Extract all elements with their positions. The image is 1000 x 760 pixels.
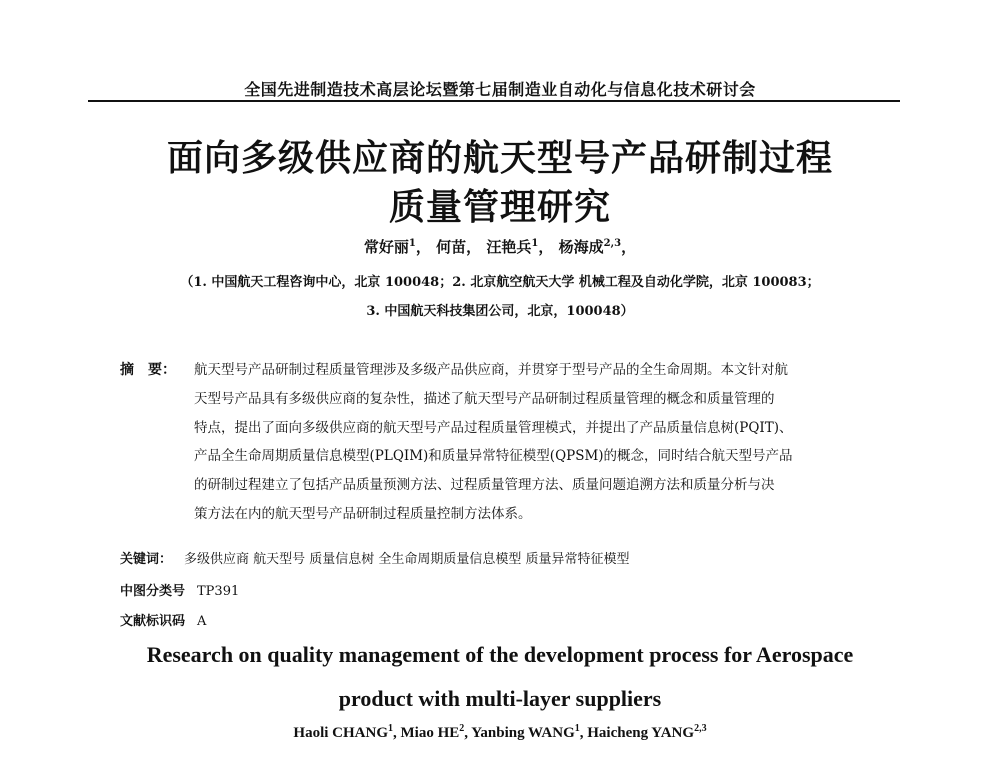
authors-cn xyxy=(0,236,1000,257)
affiliation-line-2: 3. 中国航天科技集团公司，北京，100048） xyxy=(366,304,634,319)
author-cn: 何苗， xyxy=(436,238,482,256)
author-cn: 常好丽$^1$， xyxy=(363,238,431,256)
abstract-line: 产品全生命周期质量信息模型(PLQIM)和质量异常特征模型(QPSM)的概念，同时结合航天型号产品 xyxy=(194,448,793,465)
abstract-body xyxy=(194,356,874,529)
keywords-value: 多级供应商 航天型号 质量信息树 全生命周期质量信息模型 质量异常特征模型 xyxy=(184,552,630,567)
abstract-line: 的研制过程建立了包括产品质量预测方法、过程质量管理方法、质量问题追溯方法和质量分析与决 xyxy=(194,477,775,494)
header-rule xyxy=(88,100,900,102)
abstract-label: 摘 要： xyxy=(120,362,176,378)
title-cn-line-1: 面向多级供应商的航天型号产品研制过程 xyxy=(166,137,833,179)
clc-row xyxy=(120,580,239,599)
doc-code-value: A xyxy=(197,614,207,629)
keywords-label: 关键词： xyxy=(120,552,173,567)
authors-en xyxy=(0,723,1000,742)
affiliation-line-1: （1. 中国航天工程咨询中心，北京 100048；2. 北京航空航天大学 机械工程及自动化学院，北京 100083； xyxy=(180,275,820,290)
doc-code-row xyxy=(120,610,206,629)
title-en-line-2: product with multi-layer suppliers xyxy=(338,686,662,711)
author-cn: 杨海成$^{2,3}$， xyxy=(558,238,637,256)
title-en-line-1: Research on quality management of the development process for Aerospace xyxy=(146,642,854,667)
clc-value: TP391 xyxy=(197,584,240,599)
abstract-line: 天型号产品具有多级供应商的复杂性，描述了航天型号产品研制过程质量管理的概念和质量管理的 xyxy=(194,390,775,407)
running-header: 全国先进制造技术高层论坛暨第七届制造业自动化与信息化技术研讨会 xyxy=(244,80,756,99)
keywords-row xyxy=(120,548,630,567)
author-cn: 汪艳兵$^1$， xyxy=(486,238,554,256)
abstract-line: 策方法在内的航天型号产品研制过程质量控制方法体系。 xyxy=(194,505,532,522)
doc-code-label: 文献标识码 xyxy=(120,614,186,629)
title-cn-line-2: 质量管理研究 xyxy=(388,186,611,228)
abstract-line: 特点，提出了面向多级供应商的航天型号产品过程质量管理模式，并提出了产品质量信息树(PQIT)、 xyxy=(194,419,793,436)
author-en: Haicheng YANG$^{2,3}$ xyxy=(587,723,707,741)
author-en: Miao $HE^2$, xyxy=(400,723,472,741)
clc-label: 中图分类号 xyxy=(120,584,186,599)
author-en: Yanbing WANG$^1$, xyxy=(471,723,588,741)
abstract-line: 航天型号产品研制过程质量管理涉及多级产品供应商，并贯穿于型号产品的全生命周期。本文针对航 xyxy=(194,362,788,378)
author-en: Haoli CHANG$^1$, xyxy=(293,723,401,741)
